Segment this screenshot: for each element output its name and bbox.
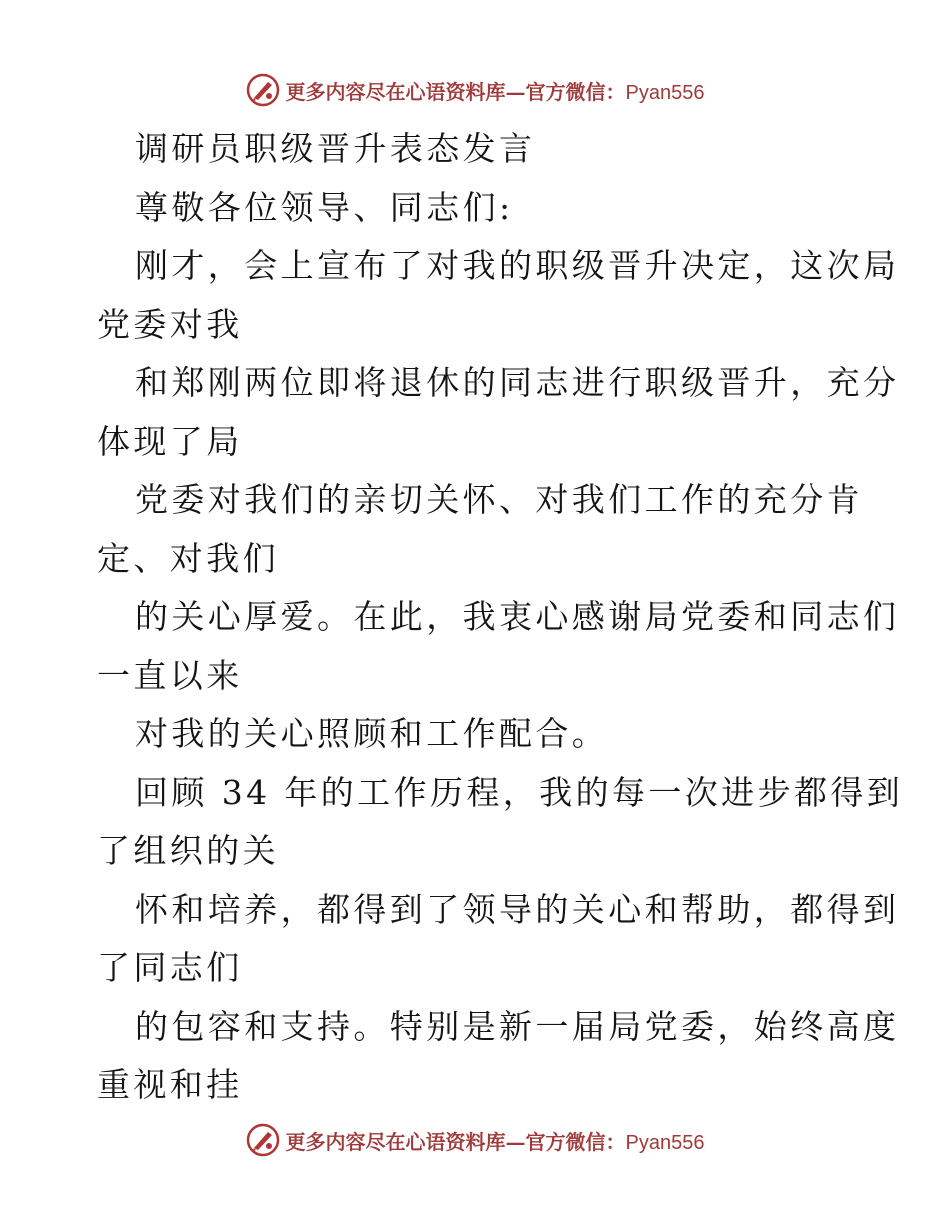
header-banner [0,70,950,110]
wechat-account: Pyan556 [625,81,705,104]
text-line: 重视和挂 [97,1065,243,1104]
text-line: 的关心厚爱。在此，我衷心感谢局党委和同志们 [135,597,900,636]
text-line: 的包容和支持。特别是新一届局党委，始终高度 [135,1006,900,1046]
banner-text [286,76,705,105]
footer-banner [0,1120,950,1160]
text-line: 调研员职级晋升表态发言 [135,129,536,168]
banner-label: 更多内容尽在心语资料库—官方微信： [285,1129,626,1154]
document-body [97,120,904,1115]
text-line: 党委对我 [97,304,243,344]
quill-logo-icon [246,73,280,107]
text-line: 了组织的关 [97,831,279,870]
text-line: 党委对我们的亲切关怀、对我们工作的充分肯 [135,480,863,519]
text-line: 体现了局 [97,421,243,461]
text-line: 回顾 34 年的工作历程，我的每一次进步都得到 [135,772,904,812]
text-line: 刚才，会上宣布了对我的职级晋升决定，这次局 [135,246,900,285]
text-line: 对我的关心照顾和工作配合。 [135,714,609,753]
banner-label: 更多内容尽在心语资料库—官方微信： [285,79,626,104]
text-line: 了同志们 [97,948,243,987]
banner-text [286,1126,705,1155]
wechat-account: Pyan556 [625,1131,705,1154]
text-line: 怀和培养，都得到了领导的关心和帮助，都得到 [135,889,900,929]
text-line: 一直以来 [97,655,243,695]
text-line: 和郑刚两位即将退休的同志进行职级晋升，充分 [135,363,900,402]
text-line: 尊敬各位领导、同志们: [135,187,514,227]
text-line: 定、对我们 [97,538,279,578]
quill-logo-icon [246,1123,280,1157]
